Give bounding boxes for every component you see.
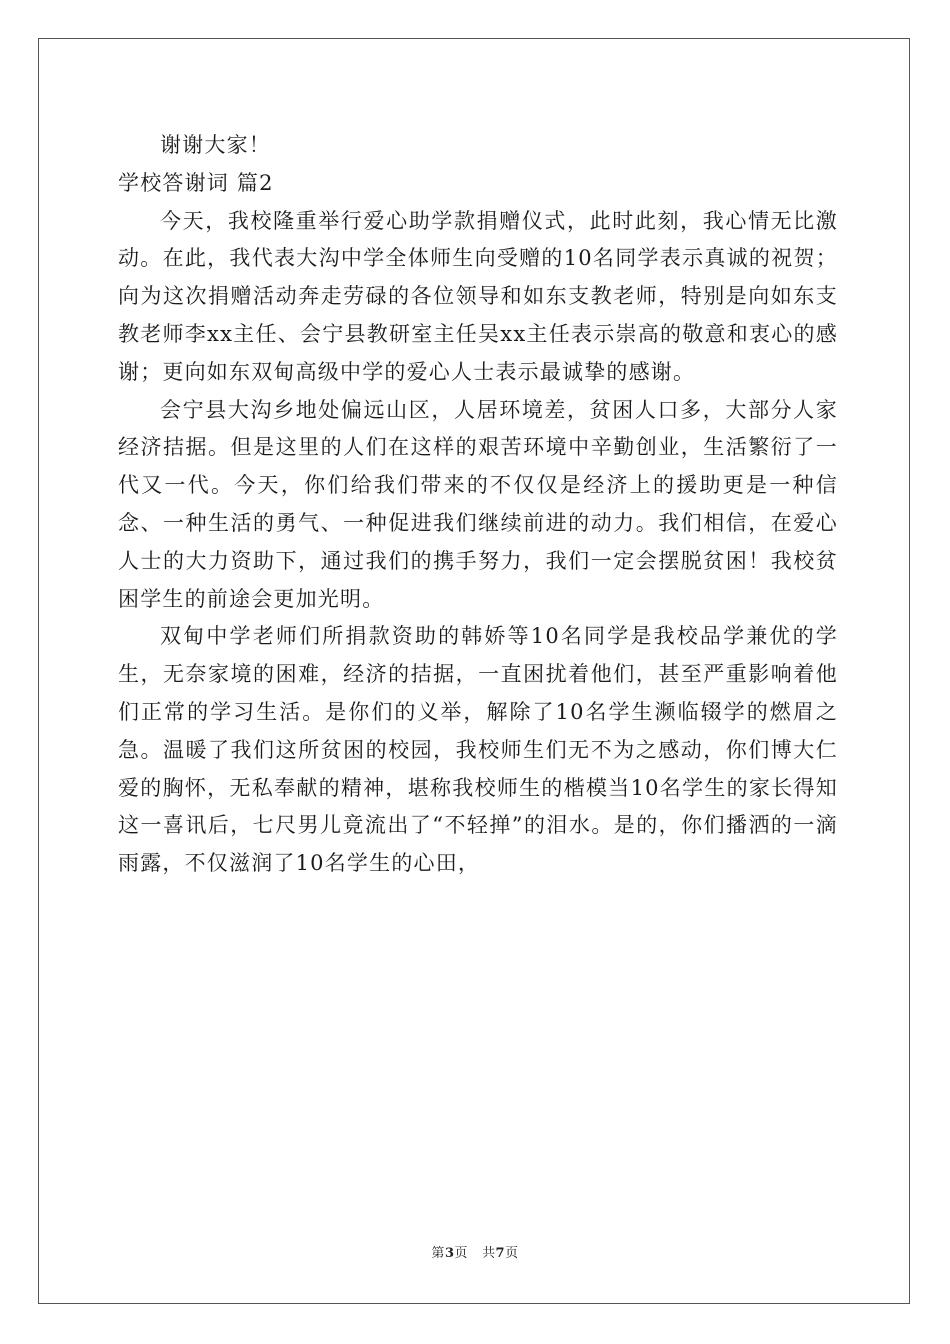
page-footer [0, 1242, 950, 1261]
closing-line: 谢谢大家！ [160, 133, 271, 157]
page-prefix: 第 [431, 1246, 445, 1261]
document-body [118, 127, 838, 883]
page-number: 3 [444, 1246, 455, 1261]
total-pages: 7 [495, 1246, 506, 1261]
section-heading: 学校答谢词 篇2 [118, 170, 274, 195]
body-paragraph: 今天，我校隆重举行爱心助学款捐赠仪式，此时此刻，我心情无比激动。在此，我代表大沟中学全体师生向受赠的10名同学表示真诚的祝贺；向为这次捐赠活动奔走劳碌的各位领导和如东支教老师，特别是向如东支教老师李xx主任、会宁县教研室主任吴xx主任表示崇高的敬意和衷心的感谢；更向如东双甸高级中学的爱心人士表示最诚挚的感谢。 [118, 208, 838, 384]
body-paragraph: 会宁县大沟乡地处偏远山区，人居环境差，贫困人口多，大部分人家经济拮据。但是这里的人们在这样的艰苦环境中辛勤创业，生活繁衍了一代又一代。今天，你们给我们带来的不仅仅是经济上的援助更是一种信念、一种生活的勇气、一种促进我们继续前进的动力。我们相信，在爱心人士的大力资助下，通过我们的携手努力，我们一定会摆脱贫困！我校贫困学生的前途会更加光明。 [118, 397, 838, 611]
body-paragraph: 双甸中学老师们所捐款资助的韩娇等10名同学是我校品学兼优的学生，无奈家境的困难，经济的拮据，一直困扰着他们，甚至严重影响着他们正常的学习生活。是你们的义举，解除了10名学生濒临辍学的燃眉之急。温暖了我们这所贫困的校园，我校师生们无不为之感动，你们博大仁爱的胸怀，无私奉献的精神，堪称我校师生的楷模当10名学生的家长得知这一喜讯后，七尺男儿竟流出了“不轻掸”的泪水。是的，你们播洒的一滴雨露，不仅滋润了10名学生的心田， [118, 624, 838, 876]
page-suffix: 页 [454, 1246, 468, 1261]
total-prefix: 共 [482, 1246, 496, 1261]
total-suffix: 页 [505, 1246, 519, 1261]
